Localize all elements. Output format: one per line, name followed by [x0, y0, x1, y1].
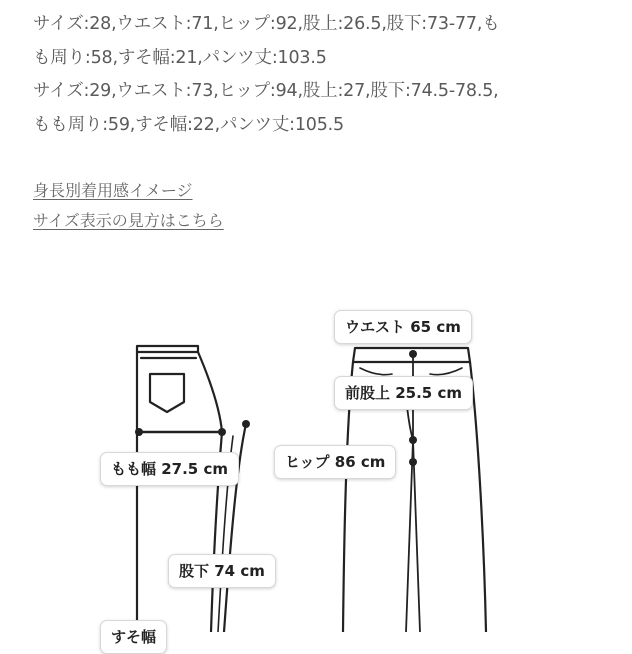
side-view-back-pocket [150, 374, 184, 412]
front-view-pocket-left [360, 368, 392, 375]
links-section [33, 176, 224, 236]
hem-label: すそ幅 [100, 620, 167, 654]
spec-line: サイズ:29,ウエスト:73,ヒップ:94,股上:27,股下:74.5-78.5, [33, 81, 499, 101]
spec-line: サイズ:28,ウエスト:71,ヒップ:92,股上:26.5,股下:73-77,も [33, 14, 500, 34]
waist-marker-dot [409, 350, 417, 358]
inseam-start-dot [242, 420, 250, 428]
inseam-label: 股下 74 cm [168, 554, 276, 588]
hip-label: ヒップ 86 cm [274, 445, 396, 479]
waist-label: ウエスト 65 cm [334, 310, 472, 344]
spec-line: もも周り:59,すそ幅:22,パンツ丈:105.5 [33, 114, 344, 135]
thigh-measure-start-dot [135, 428, 143, 436]
thigh-label: もも幅 27.5 cm [100, 452, 239, 486]
rise-end-dot [409, 436, 417, 444]
front-view-pocket-right [430, 368, 462, 375]
fit-image-link[interactable]: 身長別着用感イメージ [33, 181, 193, 200]
size-spec-text [33, 8, 623, 142]
front-rise-label: 前股上 25.5 cm [334, 376, 473, 410]
size-guide-link[interactable]: サイズ表示の見方はこちら [33, 211, 224, 230]
hip-marker-dot [409, 458, 417, 466]
front-view-inseam [406, 440, 420, 632]
spec-line: も周り:58,すそ幅:21,パンツ丈:103.5 [33, 47, 327, 68]
thigh-measure-end-dot [218, 428, 226, 436]
measurement-diagram [0, 290, 632, 646]
